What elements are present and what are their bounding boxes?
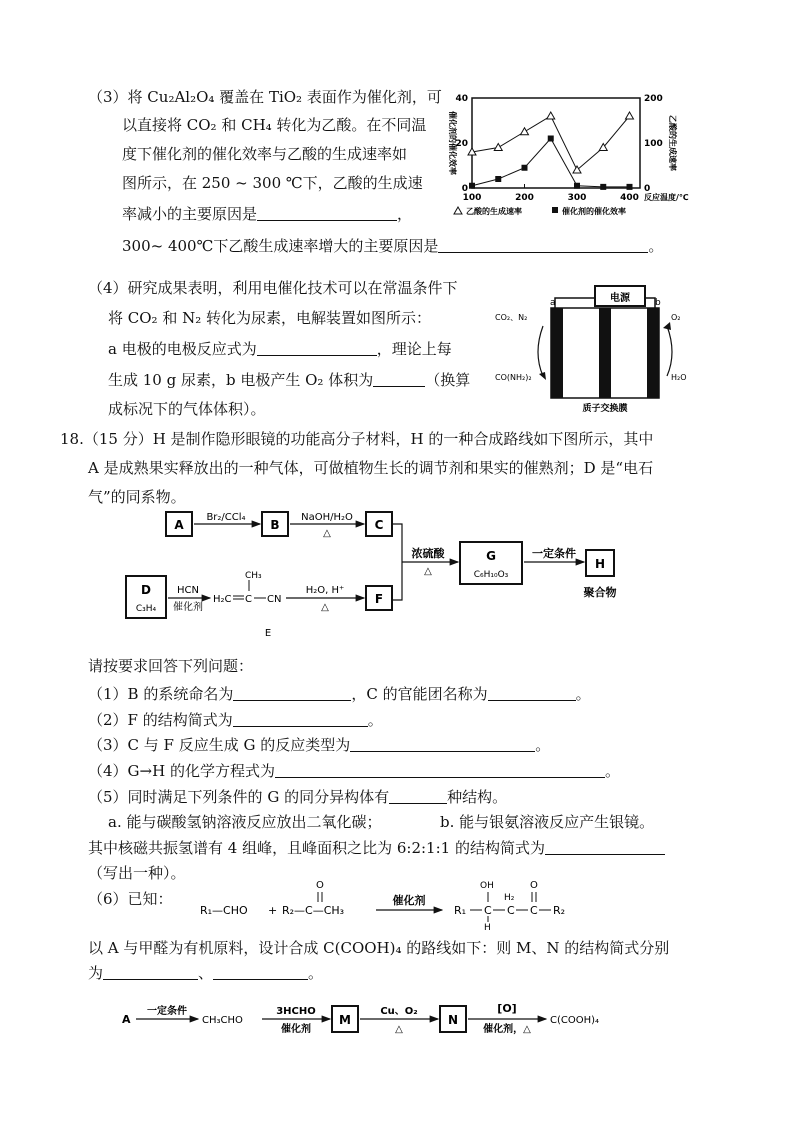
reagent-cu-o2: Cu、O₂: [380, 1006, 418, 1017]
plot-frame: [472, 98, 640, 188]
catalyst-label: 催化剂: [281, 1024, 311, 1035]
y-right-tick-label: 0: [644, 184, 651, 194]
reagent-h2o-h: H₂O, H⁺: [305, 585, 345, 596]
legend-marker-square: [552, 207, 558, 213]
polymer-label: 聚合物: [583, 586, 617, 599]
product-c3: C: [530, 904, 538, 917]
compound-f: F: [374, 592, 384, 606]
product-oxygen: O: [530, 880, 538, 891]
synthesis-route-diagram: [120, 500, 640, 650]
q4-line5: 成标况下的气体体积）。: [108, 400, 266, 418]
product-r1: R₁: [454, 904, 467, 917]
q3-line6-text: 300~ 400℃下乙酸生成速率增大的主要原因是: [122, 237, 439, 255]
question-3-end: 。: [535, 736, 551, 754]
series-line: [472, 116, 630, 170]
series-point-square: [469, 183, 475, 189]
answer-blank[interactable]: [257, 204, 397, 221]
answer-blank[interactable]: [103, 963, 198, 980]
compound-g-formula: C₆H₁₀O₃: [473, 570, 509, 580]
reagent-conc-h2so4: 浓硫酸: [411, 547, 445, 560]
question-1: [88, 683, 591, 705]
answer-blank[interactable]: [233, 684, 351, 701]
answer-blank[interactable]: [389, 787, 447, 804]
product-r2: R₂: [553, 904, 566, 917]
series-point-triangle: [547, 112, 555, 119]
y-right-axis-label: 乙酸的生成速率: [668, 115, 677, 171]
question-5-text: （5）同时满足下列条件的 G 的同分异构体有: [88, 788, 390, 806]
catalyst-heat-label: 催化剂，△: [483, 1024, 531, 1035]
x-tick-label: 200: [515, 193, 534, 203]
condition-label: 一定条件: [532, 547, 576, 560]
compound-a: A: [174, 518, 184, 532]
electrode-a-label: a: [550, 298, 556, 308]
question-6-known: （6）已知：: [88, 890, 173, 908]
q3-line1: （3）将 Cu₂Al₂O₄ 覆盖在 TiO₂ 表面作为催化剂，可: [88, 88, 442, 106]
q4-line3-end: ，理论上每: [376, 340, 452, 358]
q18-line1: 18.（15 分）H 是制作隐形眼镜的功能高分子材料，H 的一种合成路线如下图所示，其中: [60, 430, 654, 448]
reagent-oxidant: [O]: [497, 1002, 517, 1015]
reagent-hcn: HCN: [177, 585, 199, 596]
condition-label: 一定条件: [147, 1006, 187, 1017]
question-3: [88, 734, 550, 756]
heat-symbol: △: [323, 528, 331, 539]
y-right-tick-label: 200: [644, 94, 663, 104]
acetaldehyde: CH₃CHO: [202, 1015, 243, 1026]
product-c-cooh4: C(COOH)₄: [550, 1015, 600, 1026]
question-2: [88, 709, 383, 731]
question-5: [88, 786, 507, 808]
compound-e-label: E: [264, 628, 272, 639]
product-h2: H₂: [504, 893, 515, 903]
series-point-square: [495, 176, 501, 182]
e-methyl: CH₃: [245, 571, 262, 581]
e-center-c: C: [245, 594, 252, 605]
question-5-nmr: [88, 837, 665, 859]
answer-blank[interactable]: [257, 339, 377, 356]
ketone-oxygen: O: [316, 880, 324, 891]
product-c2: C: [507, 904, 515, 917]
heat-symbol: △: [395, 1024, 403, 1035]
answer-blank[interactable]: [350, 735, 535, 752]
proton-exchange-membrane: [599, 308, 611, 398]
answer-blank[interactable]: [545, 838, 665, 855]
series-point-triangle: [494, 144, 502, 151]
reactant-aldehyde: R₁—CHO: [200, 904, 248, 917]
route-to-c-cooh4: [120, 988, 640, 1048]
q3-line3: 度下催化剂的催化效率与乙酸的生成速率如: [122, 145, 408, 163]
product-h: H: [484, 923, 491, 930]
question-2-end: 。: [367, 711, 383, 729]
inlet-co2-n2: CO₂、N₂: [495, 313, 528, 322]
y-left-tick-label: 40: [455, 94, 468, 104]
electrode-b-label: b: [655, 298, 661, 308]
compound-d-formula: C₃H₄: [135, 604, 157, 614]
catalyst-label: 催化剂: [173, 602, 203, 613]
question-5-condition-a: a. 能与碳酸氢钠溶液反应放出二氧化碳；: [108, 813, 382, 831]
compound-m: M: [339, 1013, 351, 1027]
answer-blank[interactable]: [373, 370, 425, 387]
q3-line4: 图所示，在 250 ~ 300 ℃下，乙酸的生成速: [122, 174, 423, 192]
legend-label: 乙酸的生成速率: [466, 207, 522, 216]
e-cn: CN: [267, 594, 282, 605]
compound-c: C: [374, 518, 384, 532]
series-point-square: [548, 136, 554, 142]
compound-n: N: [447, 1013, 459, 1027]
q4-line4: [108, 369, 470, 391]
series-point-square: [600, 184, 606, 190]
answer-blank[interactable]: [275, 761, 605, 778]
compound-g: G: [486, 549, 496, 563]
reagent-hcho: 3HCHO: [276, 1006, 316, 1017]
heat-symbol: △: [321, 602, 329, 613]
q4-line1: （4）研究成果表明，利用电催化技术可以在常温条件下: [88, 279, 458, 297]
temperature-chart: [440, 86, 710, 236]
q4-line4-end: （换算: [425, 371, 471, 389]
questions-intro: 请按要求回答下列问题：: [88, 657, 254, 675]
y-left-tick-label: 20: [455, 139, 468, 149]
compound-d: D: [141, 583, 151, 597]
question-5-note: （写出一种）。: [88, 864, 186, 882]
electrolysis-cell-diagram: [495, 278, 705, 413]
product-c1: C: [484, 904, 492, 917]
question-2-text: （2）F 的结构简式为: [88, 711, 233, 729]
start-a: A: [122, 1013, 131, 1026]
reactant-ketone: R₂—C—CH₃: [282, 904, 345, 917]
question-4-text: （4）G→H 的化学方程式为: [88, 762, 275, 780]
legend-marker-triangle: [454, 207, 462, 214]
question-5-nmr-text: 其中核磁共振氢谱有 4 组峰，且峰面积之比为 6:2:1:1 的结构简式为: [88, 839, 545, 857]
q3-line6-end: 。: [648, 237, 664, 255]
q3-line5-end: ，: [397, 205, 413, 223]
reagent-br2-ccl4: Br₂/CCl₄: [206, 512, 246, 523]
heat-symbol: △: [424, 566, 432, 577]
x-tick-label: 400: [620, 193, 639, 203]
membrane-label: 质子交换膜: [582, 404, 628, 413]
q4-line2: 将 CO₂ 和 N₂ 转化为尿素，电解装置如图所示：: [108, 309, 431, 327]
compound-b: B: [270, 518, 280, 532]
series-point-triangle: [521, 128, 529, 135]
question-5-end: 种结构。: [447, 788, 508, 806]
answer-blank[interactable]: [488, 684, 576, 701]
q4-line3-text: a 电极的电极反应式为: [108, 340, 257, 358]
q18-line3: 气”的同系物。: [88, 488, 186, 506]
x-tick-label: 300: [567, 193, 587, 203]
q4-line3: [108, 338, 452, 360]
question-4: [88, 760, 620, 782]
question-1-text2: ，C 的官能团名称为: [351, 685, 488, 703]
product-oh: OH: [480, 881, 494, 891]
legend-label: 催化剂的催化效率: [562, 207, 626, 216]
question-5-condition-b: b. 能与银氨溶液反应产生银镜。: [440, 813, 655, 831]
catalyst-label: 催化剂: [392, 894, 426, 907]
question-6-route-text: 以 A 与甲醛为有机原料，设计合成 C(COOH)₄ 的路线如下：则 M、N 的结构简式分别: [88, 939, 670, 957]
y-left-tick-label: 0: [461, 184, 468, 194]
known-reaction-diagram: [196, 870, 596, 930]
product-urea: CO(NH₂)₂: [495, 373, 532, 382]
series-point-square: [522, 165, 528, 171]
question-6-end: 。: [308, 964, 324, 982]
plus-sign: +: [268, 904, 278, 917]
outlet-o2: O₂: [671, 313, 681, 322]
y-left-axis-label: 催化剂的催化效率: [448, 111, 457, 175]
electrode-b: [647, 308, 659, 398]
electrode-a: [551, 308, 563, 398]
series-point-square: [627, 184, 633, 190]
answer-blank[interactable]: [213, 963, 308, 980]
question-6-answer: [88, 962, 323, 984]
x-tick-label: 100: [462, 193, 482, 203]
q4-line4-text: 生成 10 g 尿素，b 电极产生 O₂ 体积为: [108, 371, 374, 389]
x-axis-label: 反应温度/℃: [644, 193, 689, 202]
question-6-prefix: 为: [88, 964, 104, 982]
answer-blank[interactable]: [233, 710, 368, 727]
question-1-end: 。: [575, 685, 591, 703]
q3-line5: [122, 203, 412, 225]
y-right-tick-label: 100: [644, 139, 663, 149]
question-1-text: （1）B 的系统命名为: [88, 685, 234, 703]
question-3-text: （3）C 与 F 反应生成 G 的反应类型为: [88, 736, 351, 754]
series-point-square: [574, 183, 580, 189]
reagent-naoh-h2o: NaOH/H₂O: [301, 512, 353, 523]
q3-line2: 以直接将 CO₂ 和 CH₄ 转化为乙酸。在不同温: [122, 116, 427, 134]
q3-line5-text: 率减小的主要原因是: [122, 205, 258, 223]
compound-h: H: [594, 557, 606, 571]
series-point-triangle: [626, 112, 634, 119]
q18-line2: A 是成熟果实释放出的一种气体，可做植物生长的调节剂和果实的催熟剂；D 是“电石: [88, 459, 654, 477]
power-label: 电源: [610, 293, 630, 304]
question-4-end: 。: [604, 762, 620, 780]
inlet-h2o: H₂O: [671, 373, 687, 382]
answer-blank[interactable]: [438, 236, 648, 253]
q3-line6: [122, 235, 663, 257]
question-6-sep: 、: [198, 964, 214, 982]
e-h2c: H₂C: [213, 594, 232, 605]
